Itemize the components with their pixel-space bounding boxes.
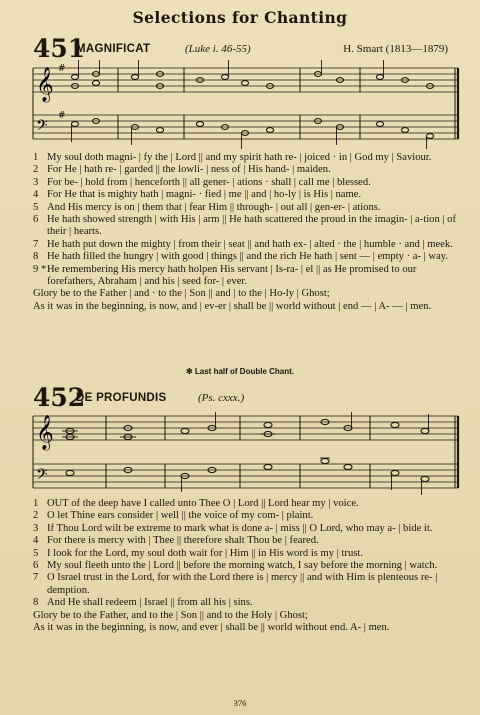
svg-text:𝄞: 𝄞 [36, 67, 54, 102]
composer: H. Smart (1813—1879) [343, 43, 448, 55]
svg-text:#: # [58, 111, 66, 121]
scripture-reference: (Luke i. 46-55) [185, 43, 251, 55]
verse: 8 He hath filled the hungry | with good | things || and the rich He hath | sent — | empty · a- | way. [33, 251, 449, 263]
gloria-verse: Glory be to the Father, and to the | Son || and to the Holy | Ghost; [33, 609, 308, 621]
verse: 8 And He shall redeem | Israel || from all his | sins. [33, 597, 253, 609]
scripture-reference: (Ps. cxxx.) [198, 392, 245, 404]
music-score-451 [0, 60, 480, 150]
verse: 7 O Israel trust in the Lord, for with the Lord there is | mercy || and with Him is plenteous re- | demption. [33, 572, 438, 596]
verse: 6 My soul fleeth unto the | Lord || before the morning watch, I say before the morning | watch. [33, 560, 438, 572]
chant-verses-452 [33, 498, 458, 634]
verse: 7 He hath put down the mighty | from their | seat || and hath ex- | alted · the | humble · and | meek. [33, 238, 453, 250]
chant-verses-451 [33, 152, 458, 313]
page-title: Selections for Chanting [132, 8, 348, 27]
hymn-title: MAGNIFICAT [76, 43, 151, 55]
verse: 4 For there is mercy with | Thee || therefore shalt Thou be | feared. [33, 535, 319, 547]
page-number: 376 [233, 698, 247, 708]
hymn-title: DE PROFUNDIS [76, 392, 167, 404]
hymn-number: 451 [33, 34, 86, 63]
verse: 6 He hath showed strength | with His | arm || He hath scattered the proud in the imagin- | a-tion | of their | hearts. [33, 214, 457, 238]
verse: 2 For He | hath re- | garded || the lowli- | ness of | His hand- | maiden. [33, 164, 331, 176]
hymn-number: 452 [33, 383, 86, 412]
svg-text:#: # [58, 64, 66, 74]
music-score-452 [0, 410, 480, 496]
svg-text:𝄞: 𝄞 [36, 415, 54, 450]
hymn-452-heading [33, 385, 448, 411]
gloria-verse: As it was in the beginning, is now, and | ev-er | shall be || world without | end — | A- — | men. [33, 300, 432, 312]
footnote: ✻ Last half of Double Chant. [185, 367, 295, 376]
gloria-verse: Glory be to the Father | and · to the | Son || and | to the | Ho-ly | Ghost; [33, 288, 330, 300]
verse: 5 I look for the Lord, my soul doth wait for | Him || in His word is my | trust. [33, 547, 363, 559]
verse: 3 For be- | hold from | henceforth || all gener- | ations · shall | call me | blessed. [33, 176, 371, 188]
svg-text:𝄢: 𝄢 [36, 466, 48, 487]
hymn-451-heading [33, 36, 448, 62]
verse: 9 * He remembering His mercy hath holpen His servant | Is-ra- | el || as He promised to our forefathers, Abraham | and his | seed for- | ever. [33, 263, 417, 288]
verse: 3 If Thou Lord wilt be extreme to mark what is done a- | miss || O Lord, who may a- | bide it. [33, 522, 433, 534]
gloria-verse: As it was in the beginning, is now, and ever | shall be || world without end. A- | men. [33, 622, 390, 634]
verse: 5 And His mercy is on | them that | fear Him || through- | out all | gen-er- | ations. [33, 201, 381, 213]
verse: 1 OUT of the deep have I called unto Thee O | Lord || Lord hear my | voice. [33, 498, 359, 509]
svg-text:𝄢: 𝄢 [36, 117, 48, 138]
verse: 4 For He that is mighty hath | magni- · fied | me || and | ho-ly | is His | name. [33, 189, 362, 201]
verse: 1 My soul doth magni- | fy the | Lord || and my spirit hath re- | joiced · in | God my | Saviour. [33, 152, 432, 163]
verse: 2 O let Thine ears consider | well || the voice of my com- | plaint. [33, 510, 314, 522]
